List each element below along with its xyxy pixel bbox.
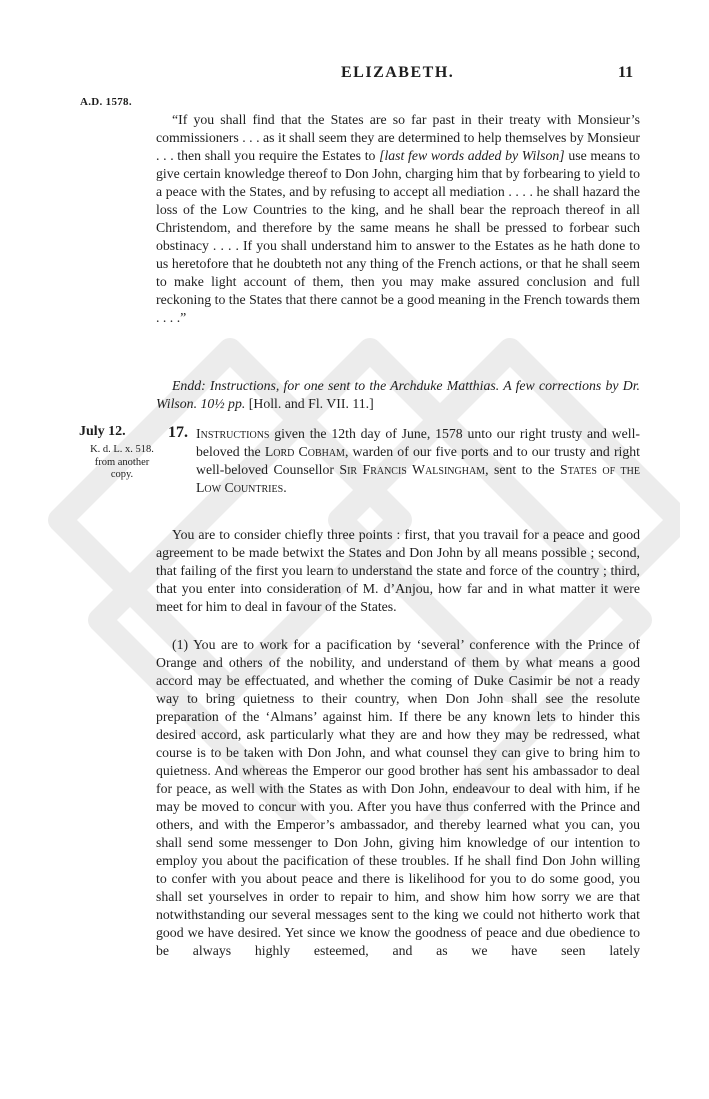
endorsement-text: Endd: Instructions, for one sent to the Archduke Matthias. A few corrections by Dr. Wilson. 10½ pp. [156,378,640,411]
recipient-name: States of the Low Countries [196,462,640,495]
person-name: Lord Cobham [264,444,345,459]
archive-reference: [Holl. and Fl. VII. 11.] [248,396,374,411]
editorial-note: [last few words added by Wilson] [379,148,565,163]
entry-lead-word: Instructions [196,426,270,441]
entry-heading: Instructions given the 12th day of June, 1578 unto our right trusty and well-beloved the Lord Cobham, warden of our five ports and to our trusty and right well-beloved Counsellor Sir Francis Walsingham, sent to the States of the Low Countries. [196,426,640,495]
quoted-passage [156,111,640,327]
paragraph-1: You are to consider chiefly three points : first, that you travail for a peace and good agreement to be made betwixt the States and Don John by all means possible ; second, that failing of the first you learn to understand the state and force of the country ; third, that you enter into consideration of M. d’Anjou, how far and in what matter it were meet for him to deal in favour of the States. [156,527,640,614]
quote-text-part-2: use means to give certain knowledge thereof to Don John, charging him that by forbearing to yield to a peace with the States, and by refusing to accept all mediation . . . . he shall hazard the loss of the Low Countries to the king, and he shall bear the reproach thereof in all Christendom, and therefore by the same means he shall be pressed to forbear such obstinacy . . . . If you shall understand him to answer to the Estates as he hath done to us heretofore that he doubteth not any thing of the French actions, or that he shall seem to make light account of them, then you may make assured conclusion and full reckoning to the States that there cannot be a good meaning in the French towards them . . . .” [156,148,641,325]
quote-text-part-1: “If you shall find that the States are so far past in their treaty with Monsieur’s commissioners . . . as it shall seem they are determined to help themselves by Monsieur . . . then shall you require the Estates to [156,112,640,163]
entry-number: 17. [168,424,188,441]
paragraph-2: (1) You are to work for a pacification by ‘several’ conference with the Prince of Orange and others of the nobility, and understand of them by what means a good accord may be effectuated, and whether the coming of Duke Casimir be not a ready way to bring quietness to their country, when Don John shall see the resolute preparation of the ‘Almans’ against him. If there be any known lets to hinder this desired accord, ask particularly what they are and how they may be redressed, what course is to be taken with Don John, and what counsel they can give to bring him to quietness. And whereas the Emperor our good brother has sent his ambassador to deal for peace, as well with the States as with Don John, endeavour to deal with him, if he may be moved to concur with you. After you have thus conferred with the Prince and others, and with the Emperor’s ambassador, and thereby learned what you can, you shall send some messenger to Don John, giving him knowledge of our intention to employ you about the pacification of these troubles. If he shall find Don John willing to confer with you about peace and there is likelihood for you to do some good, you shall set yourselves in order to repair to him, and show him how sorry we are that notwithstanding our several messages sent to the king we could not hitherto work that good we have desired. Yet since we know the goodness of peace and due obedience to be always highly esteemed, and as we have seen lately [156,637,640,958]
margin-entry-date: July 12. [79,424,126,439]
person-name: Sir Francis Walsingham [339,462,486,477]
page-number: 11 [618,64,634,81]
running-header-title: ELIZABETH. [341,64,455,81]
margin-year-note: A.D. 1578. [80,96,132,108]
endorsement-note [156,377,640,413]
margin-source-reference: K. d. L. x. 518. from another copy. [90,444,154,480]
